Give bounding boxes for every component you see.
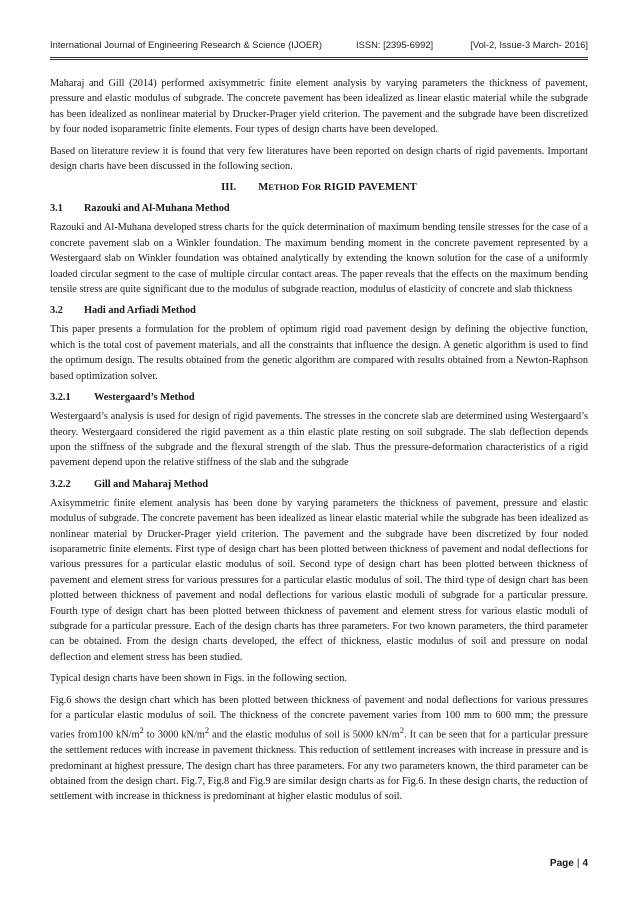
paragraph-hadi: This paper presents a formulation for the problem of optimum rigid road pavement design by defining the objective function, which is the total cost of pavement materials, and all the constraints that influence the design. A genetic algorithm is used to find the optimum design. The results obtained from the genetic algorithm are compared with results obtained from a Newton-Raphson based optimization solver. xyxy=(50,324,588,382)
subsection-number: 3.2 xyxy=(50,305,63,317)
issn: ISSN: [2395-6992] xyxy=(356,39,434,50)
header-rule-secondary xyxy=(50,59,588,60)
title-f: F xyxy=(301,182,309,194)
subsection-3-2-heading xyxy=(50,303,588,318)
footer-separator: | xyxy=(576,858,580,869)
page-label: Page xyxy=(549,858,574,869)
subsection-number: 3.2.1 xyxy=(50,392,71,404)
superscript: 2 xyxy=(399,725,405,736)
journal-name: International Journal of Engineering Research & Science (IJOER) xyxy=(50,39,323,50)
section-number: III. xyxy=(221,182,237,194)
paragraph-westergaard: Westergaard’s analysis is used for design of rigid pavements. The stresses in the concrete slab are determined using Westergaard’s theory. Westergaard considered the rigid pavement as a thin elastic plate resting on soil subgrade. The slab deflection depends upon the stiffness of the subgrade and the flexural strength of the slab. Thus the pressure-deformation characteristics of a rigid pavement depend upon the relative stiffness of the slab and the subgrade xyxy=(50,411,588,469)
title-m: M xyxy=(258,182,269,194)
subsection-title: Westergaard’s Method xyxy=(94,392,195,404)
subsection-number: 3.1 xyxy=(50,203,63,215)
fig6-text-1: Fig.6 shows the design chart which has been plotted between thickness of pavement and nodal deflections for various pressures for a particular elastic modulus of soil. The thickness of the concrete pavement varies from 100 mm to 600 mm; the pressure varies from100 kN/m xyxy=(50,694,588,741)
section-3-heading xyxy=(50,180,588,195)
subsection-3-1-heading xyxy=(50,201,588,216)
header-rule xyxy=(50,57,588,58)
superscript: 2 xyxy=(204,725,210,736)
fig6-text-3: and the elastic modulus of soil is 5000 kN/m xyxy=(209,729,400,741)
subsection-title: Gill and Maharaj Method xyxy=(94,478,209,490)
paragraph-typical-charts: Typical design charts have been shown in Figs. in the following section. xyxy=(50,673,347,685)
paragraph-razouki: Razouki and Al-Muhana developed stress charts for the quick determination of maximum bending tensile stresses for the case of a concrete pavement slab on a Winkler foundation. The maximum bending moment in the concrete pavement represented by a Westergaard slab on Winkler foundation was obtained analytically by extending the known solution for the case of a uniformly loaded circular segment to the case of multiple circular contact areas. The paper reveals that the effects on the maximum bending tensile stress are quite significant due to the modulus of subgrade reaction, modulus of elasticity of concrete and slab thickness xyxy=(50,222,588,296)
page-footer xyxy=(550,858,588,869)
subsection-3-2-1-heading xyxy=(50,390,588,405)
paragraph-gill-maharaj: Axisymmetric finite element analysis has been done by varying parameters the thickness of pavement, pressure and elastic modulus of subgrade. The concrete pavement has been idealized as linear elastic material while the subgrade has been idealized as nonlinear material by Drucker-Prager yield criterion. The pavement and the subgrade have been discretized by four noded isoparametric finite elements. First type of design chart has been plotted between thickness of pavement and nodal deflections for various pressures for a particular elastic modulus of soil. Second type of design chart has been plotted between thickness of pavement and element stress for various pressures for a particular elastic modulus of soil. The third type of design chart has been plotted between thickness of pavement and nodal deflections for various elastic moduli of subgrade for a particular pressure. Fourth type of design chart has been plotted between thickness of pavement and element stress for various elastic moduli of subgrade for a particular pressure. Each of the design charts has three parameters. For two known parameters, the third parameter can be obtained. From the design charts developed, the effect of thickness, elastic modulus of soil and pressure on nodal deflection and element stress has been studied. xyxy=(50,497,588,663)
title-end: RIGID PAVEMENT xyxy=(323,182,417,194)
paragraph-maharaj-gill: Maharaj and Gill (2014) performed axisymmetric finite element analysis by varying parameters the thickness of pavement, pressure and elastic modulus of subgrade. The concrete pavement has been idealized as linear elastic material while the subgrade has been idealized as nonlinear material by Drucker-Prager yield criterion. The pavement and the subgrade have been discretized by four noded isoparametric finite elements. Four types of design charts have been developed. xyxy=(50,78,588,136)
paragraph-fig6 xyxy=(50,693,588,805)
title-ethod: ETHOD xyxy=(268,182,300,193)
subsection-number: 3.2.2 xyxy=(50,478,71,490)
superscript: 2 xyxy=(139,725,144,736)
subsection-title: Razouki and Al-Muhana Method xyxy=(84,203,230,215)
page-body xyxy=(50,76,588,811)
fig6-text-4: . It can be seen that for a particular pressure the settlement reduces with increase in pavement thickness. This reduction of settlement increases with increase in pressure and is predominant at highest pressure. The design chart has three parameters. For any two parameters known, the third parameter can be obtained from the design chart. Fig.7, Fig.8 and Fig.9 are similar design charts as for Fig.6. In these design charts, the reduction of settlement with increase in thickness is predominant at higher elastic modulus of soil. xyxy=(50,729,589,803)
paragraph-literature-review: Based on literature review it is found that very few literatures have been reported on design charts of rigid pavements. Important design charts have been discussed in the following section. xyxy=(50,145,588,173)
subsection-3-2-2-heading xyxy=(50,477,588,492)
running-header xyxy=(50,39,588,55)
fig6-text-2: to 3000 kN/m xyxy=(143,729,205,741)
subsection-title: Hadi and Arfiadi Method xyxy=(84,305,196,317)
page-number: 4 xyxy=(582,858,588,869)
volume-issue: [Vol-2, Issue-3 March- 2016] xyxy=(470,39,588,50)
title-or: OR xyxy=(308,182,322,193)
